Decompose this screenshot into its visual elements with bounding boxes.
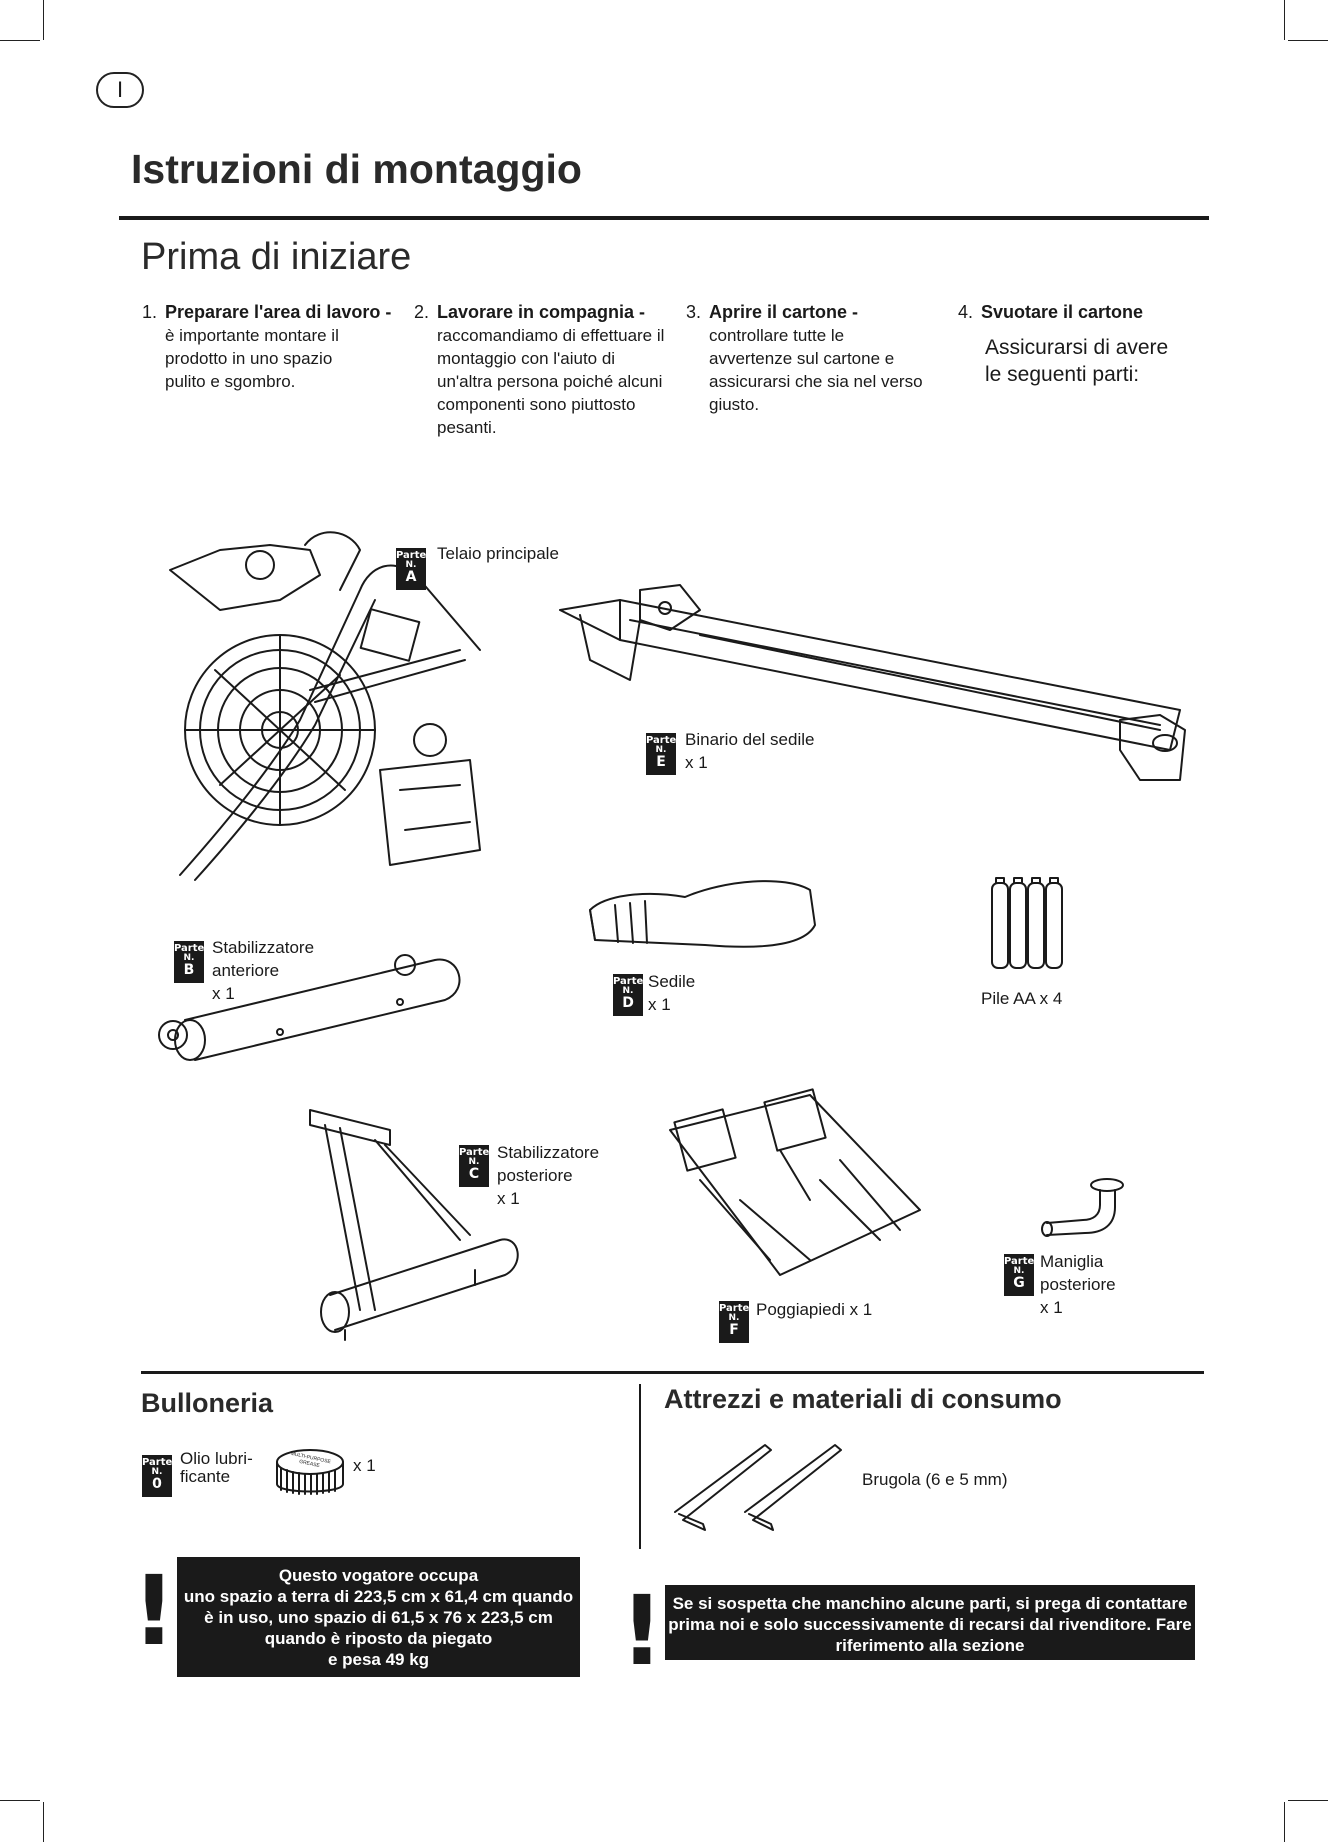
hardware-heading: Bulloneria — [141, 1388, 274, 1418]
part-label-b: Stabilizzatore anteriore x 1 — [212, 938, 315, 1003]
rear-stabilizer-illustration — [300, 1100, 520, 1340]
part-label-a: Telaio principale — [437, 544, 559, 563]
step-body: Assicurarsi di avere le seguenti parti: — [985, 336, 1169, 386]
crop-mark — [1288, 1800, 1328, 1801]
tools-heading: Attrezzi e materiali di consumo — [664, 1384, 1062, 1414]
part-label-g: Maniglia posteriore x 1 — [1040, 1252, 1116, 1317]
main-frame-illustration — [160, 530, 580, 890]
warning-icon: ! — [132, 1555, 176, 1667]
grease-can-text: MULTI-PURPOSE GREASE — [290, 1450, 332, 1470]
part-tag-g: Parte N. G — [1004, 1254, 1034, 1296]
crop-mark — [43, 1802, 44, 1842]
crop-mark — [0, 40, 40, 41]
seat-illustration — [585, 875, 820, 955]
crop-mark — [1288, 40, 1328, 41]
rear-handle-illustration — [1035, 1175, 1125, 1235]
step-number: 3. — [686, 302, 702, 322]
step-number: 4. — [958, 302, 974, 322]
step-4 — [958, 301, 1216, 388]
language-marker: I — [96, 72, 144, 108]
step-number: 2. — [414, 302, 430, 322]
tools-label: Brugola (6 e 5 mm) — [862, 1470, 1008, 1489]
part-tag-f: Parte N. F — [719, 1301, 749, 1343]
hardware-qty: x 1 — [353, 1456, 376, 1475]
section-rule — [141, 1371, 1204, 1374]
step-body: controllare tutte le avvertenze sul cartone e assicurarsi che sia nel verso giusto. — [709, 326, 923, 414]
title-rule — [119, 216, 1209, 220]
crop-mark — [1284, 1802, 1285, 1842]
part-tag-d: Parte N. D — [613, 974, 643, 1016]
part-tag-e: Parte N. E — [646, 733, 676, 775]
part-label-f: Poggiapiedi x 1 — [756, 1300, 873, 1319]
allen-key-illustration — [665, 1440, 845, 1530]
step-heading: Aprire il cartone - — [709, 302, 859, 322]
step-number: 1. — [142, 302, 158, 322]
hardware-label: Olio lubri- ficante — [180, 1449, 253, 1486]
crop-mark — [1284, 0, 1285, 40]
part-tag-0: Parte N. 0 — [142, 1455, 172, 1497]
part-tag-a: Parte N. A — [396, 548, 426, 590]
footrest-illustration — [660, 1090, 930, 1280]
section-subtitle: Prima di iniziare — [141, 236, 412, 278]
warning-icon: ! — [620, 1575, 664, 1687]
step-heading: Svuotare il cartone — [981, 302, 1144, 322]
crop-mark — [43, 0, 44, 40]
step-1 — [142, 301, 400, 393]
missing-parts-warning: Se si sospetta che manchino alcune parti, si prega di contattare prima noi e solo successivamente di recarsi dal rivenditore. Fare riferimento alla sezione — [665, 1585, 1195, 1660]
part-label-c: Stabilizzatore posteriore x 1 — [497, 1143, 600, 1208]
step-heading: Lavorare in compagnia - — [437, 302, 646, 322]
section-divider — [639, 1384, 641, 1549]
step-3 — [686, 301, 944, 416]
page-title: Istruzioni di montaggio — [131, 146, 582, 192]
part-tag-b: Parte N. B — [174, 941, 204, 983]
step-2 — [414, 301, 672, 439]
part-label-batteries: Pile AA x 4 — [981, 989, 1063, 1008]
crop-mark — [0, 1800, 40, 1801]
space-warning: Questo vogatore occupa uno spazio a terra di 223,5 cm x 61,4 cm quando è in uso, uno spazio di 61,5 x 76 x 223,5 cm quando è riposto da piegato e pesa 49 kg — [177, 1557, 580, 1677]
step-heading: Preparare l'area di lavoro - — [165, 302, 392, 322]
step-body: raccomandiamo di effettuare il montaggio con l'aiuto di un'altra persona poiché alcuni componenti sono piuttosto pesanti. — [437, 326, 665, 437]
part-label-d: Sedile x 1 — [648, 972, 696, 1014]
step-body: è importante montare il prodotto in uno spazio pulito e sgombro. — [165, 326, 339, 391]
part-label-e: Binario del sedile x 1 — [685, 730, 815, 772]
part-tag-c: Parte N. C — [459, 1145, 489, 1187]
batteries-illustration — [990, 875, 1070, 975]
